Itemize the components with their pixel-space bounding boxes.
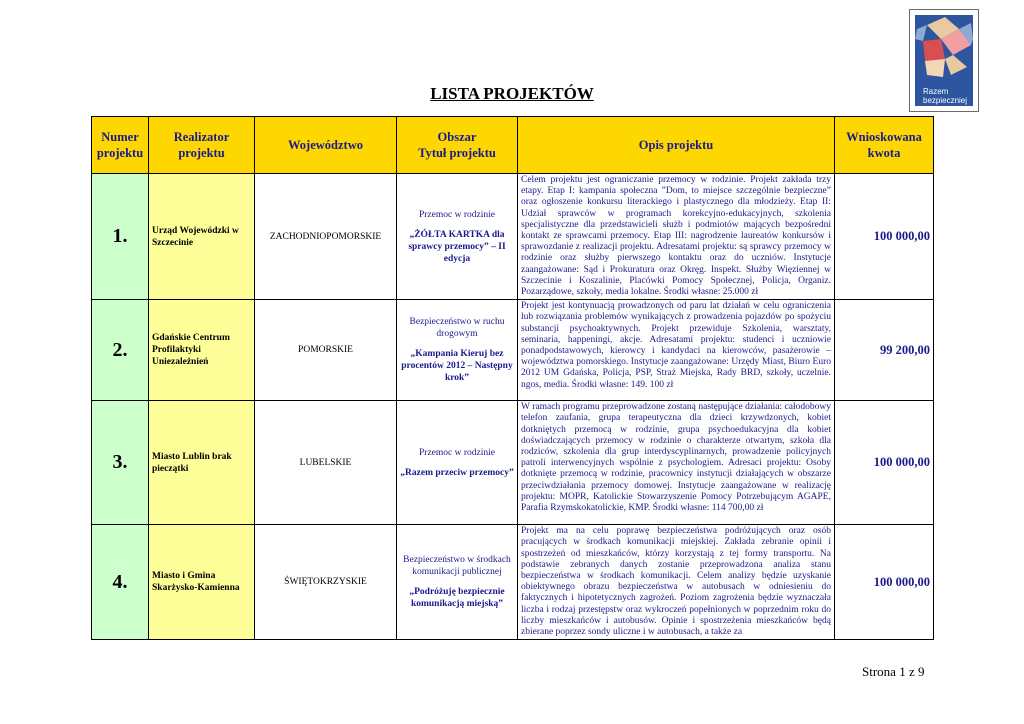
table-row [92, 174, 934, 300]
row-opis: Celem projektu jest ograniczanie przemocy w rodzinie. Projekt zakłada trzy etapy. Etap I: kampania społeczna ”Dom, to miejsce szczególnie bezpieczne” oraz ogłoszenie konkursu literackiego i plastycznego dla młodzieży. Etap II: Udział sprawców w programach korekcyjno-edukacyjnych, szkolenia specjalistyczne dla przedstawicieli służb i podmiotów mających bezpośredni kontakt ze sprawcami przemocy. Etap III: nagrodzenie laureatów konkursów i sprawozdanie z realizacji projektu. Adresatami projektu: są sprawcy przemocy w rodzinie oraz służby pierwszego kontaktu oraz do uczniów. Instytucje zaangażowane: Sąd i Prokuratura oraz Okręg. Inspekt. Służby Więziennej w Szczecinie i Koszalinie, Placówki Pomocy Społecznej, Policja, Organiz. Pozarządowe, szkoły, media lokalne. Środki własne: 25.000 zł [518, 174, 835, 300]
row-numer: 2. [92, 300, 149, 401]
page-number: Strona 1 z 9 [862, 664, 925, 679]
row-wojewodztwo: ZACHODNIOPOMORSKIE [255, 174, 397, 300]
row-numer: 4. [92, 525, 149, 640]
row-wojewodztwo: ŚWIĘTOKRZYSKIE [255, 525, 397, 640]
row-opis: W ramach programu przeprowadzone zostaną następujące działania: całodobowy telefon zaufania, grupa terapeutyczna dla dzieci krzywdzonych, kobiet dotkniętych przemocą w rodzinie, grupa psychoedukacyjna dla kobiet doświadczających przemocy w rodzinie o charakterze otwartym, szkoła dla rodziców, szkolenia dla grup interdyscyplinarnych, prowadzenie policyjnych patroli interwencyjnych wspólnie z psychologiem. Adresaci projektu: Osoby dotknięte przemocą w rodzinie, pracownicy instytucji działających w obszarze przeciwdziałania przemocy domowej. Instytucje zaangażowane w realizację projektu: MOPR, Katolickie Stowarzyszenie Pomocy Potrzebującym AGAPE, Parafia Rzymskokatolickie, KMP. Środki własne: 114 700,00 zł [518, 401, 835, 525]
table-row [92, 401, 934, 525]
header-realizator: Realizator projektu [149, 117, 255, 174]
row-wojewodztwo: LUBELSKIE [255, 401, 397, 525]
row-tytul: „Razem przeciw przemocy” [400, 467, 514, 478]
row-tytul: „Podróżuję bezpiecznie komunikacją miejską” [409, 587, 505, 610]
logo-line2: bezpieczniej [923, 96, 968, 105]
row-obszar: Bezpieczeństwo w ruchu drogowym [409, 317, 505, 340]
page-title [0, 84, 1024, 104]
row-realizator: Miasto Lublin brak pieczątki [149, 401, 255, 525]
row-kwota: 100 000,00 [835, 525, 934, 640]
row-tytul: „Kampania Kieruj bez procentów 2012 – Następny krok” [401, 349, 513, 384]
row-realizator: Gdańskie Centrum Profilaktyki Uniezależnień [149, 300, 255, 401]
row-wojewodztwo: POMORSKIE [255, 300, 397, 401]
row-opis: Projekt ma na celu poprawę bezpieczeństwa podróżujących oraz osób pracujących w środkach komunikacji miejskiej. Zakłada zebranie opinii i spostrzeżeń od mieszkańców, którzy korzystają z tej formy transportu. Na podstawie zebranych danych zostanie przeprowadzona analiza stanu bezpieczeństwa w środkach komunikacji. Celem analizy będzie uzyskanie obiektywnego obrazu bezpieczeństwa w autobusach w odniesieniu do faktycznych i hipotetycznych zagrożeń. Poziom zagrożenia będzie wyznaczała liczba i rodzaj przestępstw oraz wykroczeń popełnionych w poprzednim roku do liczby mieszkańców i autobusów. Opinie i spostrzeżenia mieszkańców będą zbierane poprzez sondy uliczne i w autobusach, a także za [518, 525, 835, 640]
table-header-row [92, 117, 934, 174]
row-obszar: Przemoc w rodzinie [419, 447, 495, 458]
header-obszar-tytul [397, 117, 518, 174]
row-numer: 1. [92, 174, 149, 300]
header-wojewodztwo: Województwo [255, 117, 397, 174]
row-numer: 3. [92, 401, 149, 525]
row-realizator: Urząd Wojewódzki w Szczecinie [149, 174, 255, 300]
row-tytul: „ŻÓŁTA KARTKA dla sprawcy przemocy” – II edycja [408, 229, 506, 264]
row-kwota: 100 000,00 [835, 174, 934, 300]
row-opis: Projekt jest kontynuacją prowadzonych od paru lat działań w celu ograniczenia lub rozwiązania problemów wynikających z prowadzenia pojazdów po spożyciu substancji psychoaktywnych. Projekt przewiduje Szkolenia, warsztaty, seminaria, happeningi, akcje. Adresatami projektu: studenci i uczniowie ponadpodstawowych, kierowcy i kandydaci na kierowców, pasażerowie – województwa pomorskiego. Instytucje zaangażowane: Urzędy Miast, Biuro Euro 2012 UM Gdańska, Policja, PSP, Straż Miejska, Rady BRD, szkoły, uczelnie. ngos, media. Środki własne: 149. 100 zł [518, 300, 835, 401]
row-obszar-tytul [397, 401, 518, 525]
row-obszar: Przemoc w rodzinie [419, 209, 495, 220]
row-obszar-tytul [397, 174, 518, 300]
row-obszar-tytul [397, 525, 518, 640]
header-opis: Opis projektu [518, 117, 835, 174]
header-tytul: Tytuł projektu [418, 146, 496, 160]
table-row [92, 300, 934, 401]
header-obszar: Obszar [437, 130, 477, 144]
projects-table [91, 116, 934, 640]
row-obszar: Bezpieczeństwo w środkach komunikacji publicznej [403, 555, 511, 578]
page-title-text: LISTA PROJEKTÓW [430, 84, 594, 103]
row-obszar-tytul [397, 300, 518, 401]
table-row [92, 525, 934, 640]
row-kwota: 100 000,00 [835, 401, 934, 525]
header-kwota: Wnioskowana kwota [835, 117, 934, 174]
header-numer: Numer projektu [92, 117, 149, 174]
row-kwota: 99 200,00 [835, 300, 934, 401]
row-realizator: Miasto i Gmina Skarżysko-Kamienna [149, 525, 255, 640]
logo-line1: Razem [923, 87, 949, 96]
